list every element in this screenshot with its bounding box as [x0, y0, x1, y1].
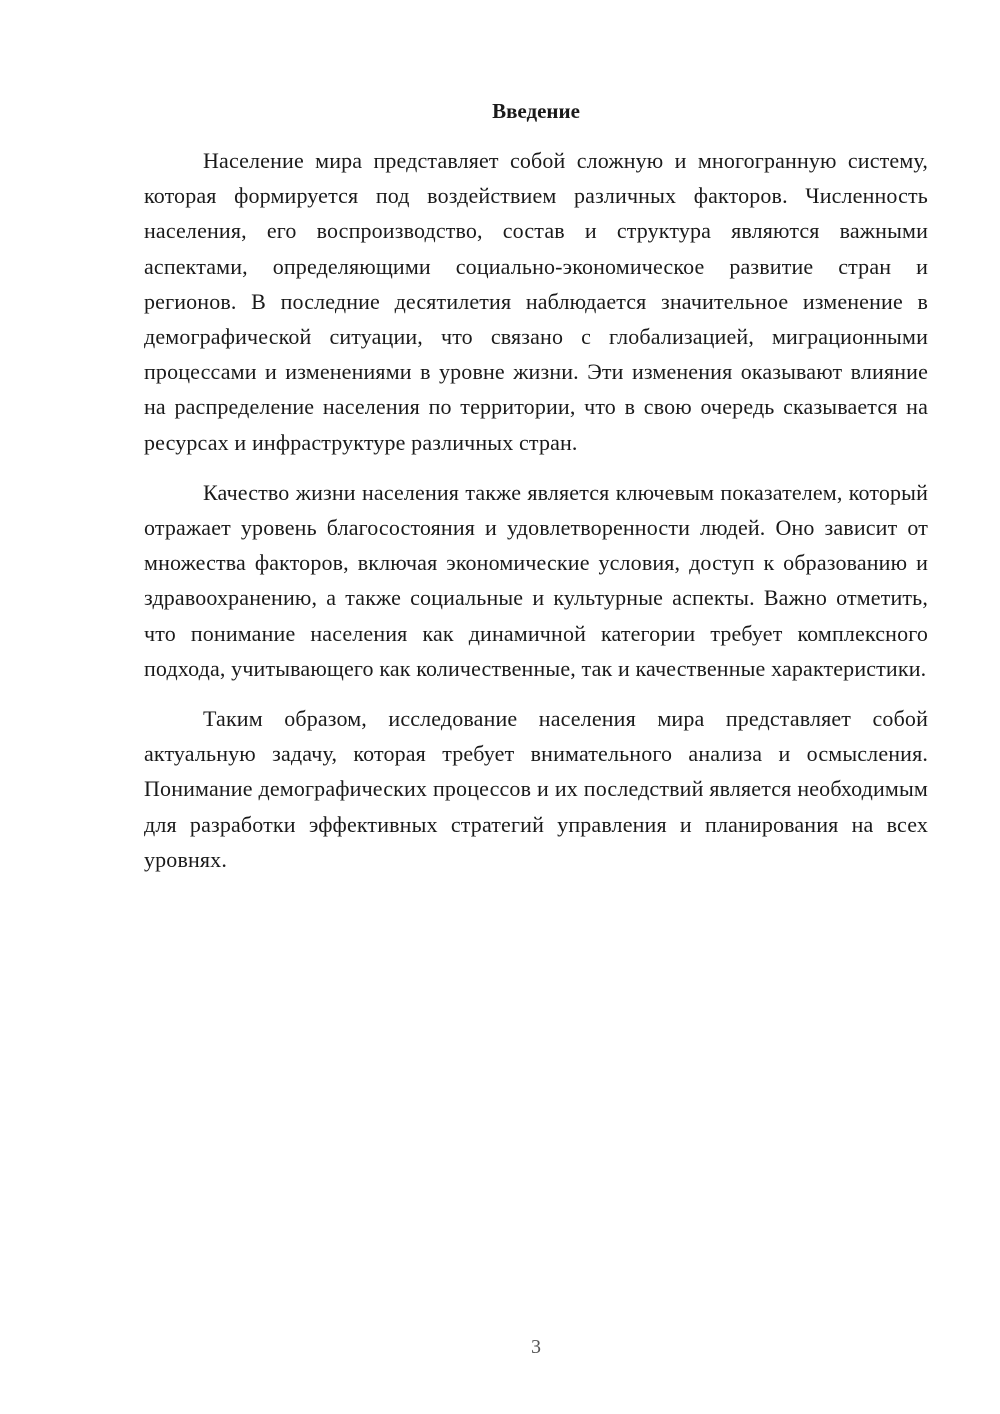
- body-text: [144, 143, 928, 892]
- paragraph: Население мира представляет собой сложную и многогранную систему, которая формируется под воздействием различных факторов. Численность населения, его воспроизводство, состав и структура являются важными аспектами, определяющими социально-экономическое развитие стран и регионов. В последние десятилетия наблюдается значительное изменение в демографической ситуации, что связано с глобализацией, миграционными процессами и изменениями в уровне жизни. Эти изменения оказывают влияние на распределение населения по территории, что в свою очередь сказывается на ресурсах и инфраструктуре различных стран.: [144, 148, 928, 455]
- page-number: 3: [531, 1336, 541, 1358]
- section-title: Введение: [492, 99, 580, 123]
- paragraph: Таким образом, исследование населения мира представляет собой актуальную задачу, которая требует внимательного анализа и осмысления. Понимание демографических процессов и их последствий является необходимым для разработки эффективных стратегий управления и планирования на всех уровнях.: [144, 706, 928, 872]
- paragraph: Качество жизни населения также является ключевым показателем, который отражает уровень благосостояния и удовлетворенности людей. Оно зависит от множества факторов, включая экономические условия, доступ к образованию и здравоохранению, а также социальные и культурные аспекты. Важно отметить, что понимание населения как динамичной категории требует комплексного подхода, учитывающего как количественные, так и качественные характеристики.: [144, 479, 928, 681]
